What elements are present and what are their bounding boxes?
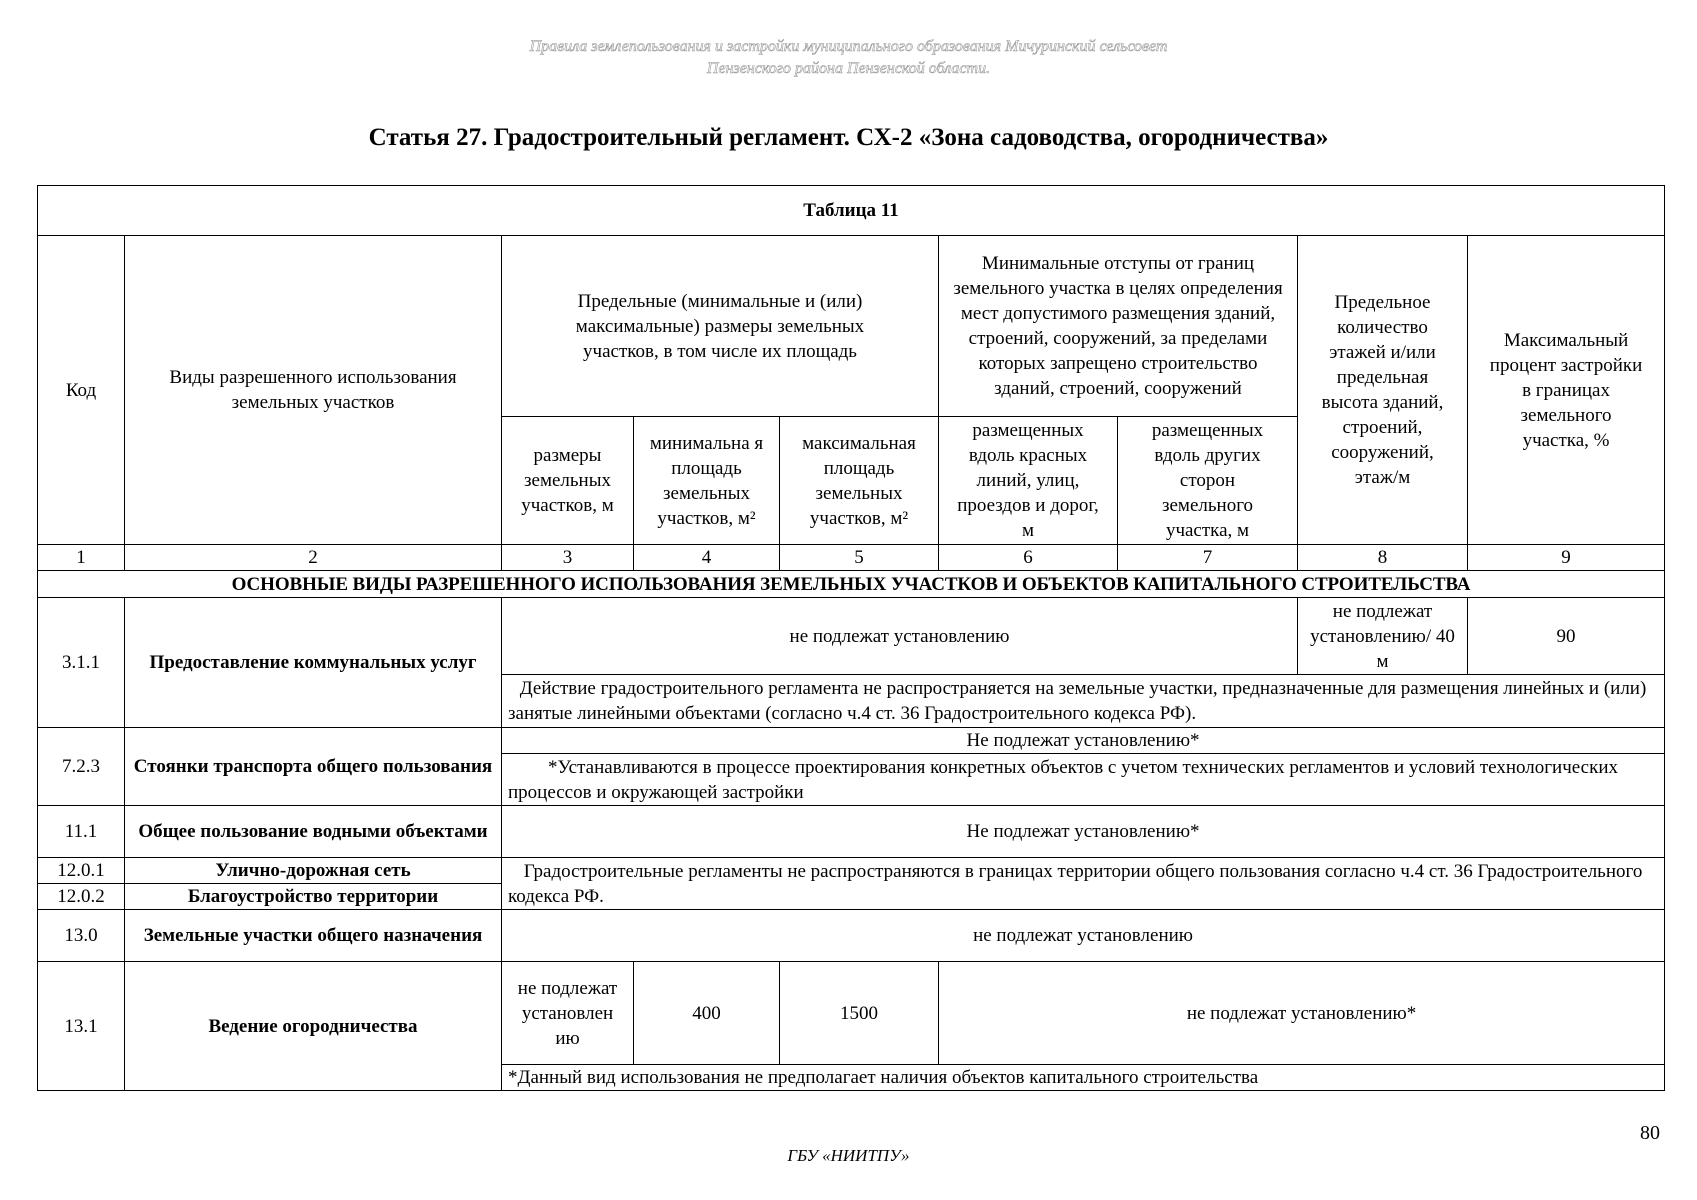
header-sub-max-area: максимальная площадь земельных участков, м² (780, 417, 939, 545)
page-number: 80 (1640, 1122, 1660, 1144)
col-number-6: 6 (939, 545, 1118, 571)
page-footer: ГБУ «НИИТПУ» (787, 1146, 910, 1165)
row-code: 12.0.2 (38, 884, 125, 910)
col-number-8: 8 (1298, 545, 1468, 571)
row-note: *Устанавливаются в процессе проектирования конкретных объектов с учетом технических регламентов и условий технологических процессов и окружающей застройки (502, 754, 1665, 806)
header-sub-other-sides: размещенных вдоль других сторон земельного участка, м (1118, 417, 1298, 545)
row-code: 11.1 (38, 806, 125, 858)
col-number-3: 3 (502, 545, 634, 571)
row-name: Улично-дорожная сеть (125, 858, 502, 884)
table-row (38, 806, 1665, 858)
header-sub-red-lines: размещенных вдоль красных линий, улиц, проездов и дорог, м (939, 417, 1118, 545)
row-size: не подлежат установлен ию (502, 962, 634, 1065)
table-row (38, 598, 1665, 675)
row-name: Общее пользование водными объектами (125, 806, 502, 858)
row-note: Градостроительные регламенты не распространяются в границах территории общего пользования согласно ч.4 ст. 36 Градостроительного кодекса РФ. (502, 858, 1665, 910)
row-min-area: 400 (634, 962, 780, 1065)
regulation-table (37, 185, 1665, 1091)
row-name: Стоянки транспорта общего пользования (125, 728, 502, 806)
page-header-line2: Пензенского района Пензенской области. (706, 60, 991, 77)
row-value: Не подлежат установлению* (502, 728, 1665, 754)
section-row (38, 571, 1665, 598)
row-value: не подлежат установлению* (939, 962, 1665, 1065)
header-sub-min-area: минимальна я площадь земельных участков, м² (634, 417, 780, 545)
header-row-1 (38, 236, 1665, 417)
row-code: 13.0 (38, 910, 125, 962)
col-number-1: 1 (38, 545, 125, 571)
header-sizes-group: Предельные (минимальные и (или) максимальные) размеры земельных участков, в том числе их площадь (502, 236, 939, 417)
row-code: 3.1.1 (38, 598, 125, 728)
col-number-7: 7 (1118, 545, 1298, 571)
table-row (38, 962, 1665, 1065)
col-number-4: 4 (634, 545, 780, 571)
row-name: Ведение огородничества (125, 962, 502, 1091)
header-code: Код (38, 236, 125, 545)
header-use-type: Виды разрешенного использования земельных участков (125, 236, 502, 545)
row-name: Благоустройство территории (125, 884, 502, 910)
page-title: Статья 27. Градостроительный регламент. СХ-2 «Зона садоводства, огородничества» (368, 124, 1329, 151)
page-header (0, 36, 1697, 80)
row-value: не подлежат установлению (502, 598, 1298, 675)
table-row (38, 728, 1665, 754)
row-coverage: 90 (1468, 598, 1665, 675)
row-code: 7.2.3 (38, 728, 125, 806)
row-note: Действие градостроительного регламента не распространяется на земельные участки, предназначенные для размещения линейных и (или) занятые линейными объектами (согласно ч.4 ст. 36 Градостроительного кодекса РФ). (502, 675, 1665, 728)
section-title: ОСНОВНЫЕ ВИДЫ РАЗРЕШЕННОГО ИСПОЛЬЗОВАНИЯ ЗЕМЕЛЬНЫХ УЧАСТКОВ И ОБЪЕКТОВ КАПИТАЛЬНОГО СТРОИТЕЛЬСТВА (38, 571, 1665, 598)
row-code: 12.0.1 (38, 858, 125, 884)
row-name: Земельные участки общего назначения (125, 910, 502, 962)
header-floors: Предельное количество этажей и/или предельная высота зданий, строений, сооружений, этаж/м (1298, 236, 1468, 545)
header-coverage: Максимальный процент застройки в границах земельного участка, % (1468, 236, 1665, 545)
table-caption: Таблица 11 (38, 186, 1665, 236)
table-row (38, 910, 1665, 962)
header-sub-size: размеры земельных участков, м (502, 417, 634, 545)
row-value: Не подлежат установлению* (502, 806, 1665, 858)
page-header-line1: Правила землепользования и застройки муниципального образования Мичуринский сельсовет (529, 38, 1168, 55)
row-floors: не подлежат установлению/ 40 м (1298, 598, 1468, 675)
col-number-5: 5 (780, 545, 939, 571)
col-number-2: 2 (125, 545, 502, 571)
row-note: *Данный вид использования не предполагает наличия объектов капитального строительства (502, 1065, 1665, 1091)
row-value: не подлежат установлению (502, 910, 1665, 962)
col-number-9: 9 (1468, 545, 1665, 571)
header-setbacks-group: Минимальные отступы от границ земельного участка в целях определения мест допустимого размещения зданий, строений, сооружений, за пределами которых запрещено строительство зданий, строений, сооружений (939, 236, 1298, 417)
column-numbers-row (38, 545, 1665, 571)
row-code: 13.1 (38, 962, 125, 1091)
table-row (38, 858, 1665, 884)
row-max-area: 1500 (780, 962, 939, 1065)
caption-row (38, 186, 1665, 236)
row-name: Предоставление коммунальных услуг (125, 598, 502, 728)
